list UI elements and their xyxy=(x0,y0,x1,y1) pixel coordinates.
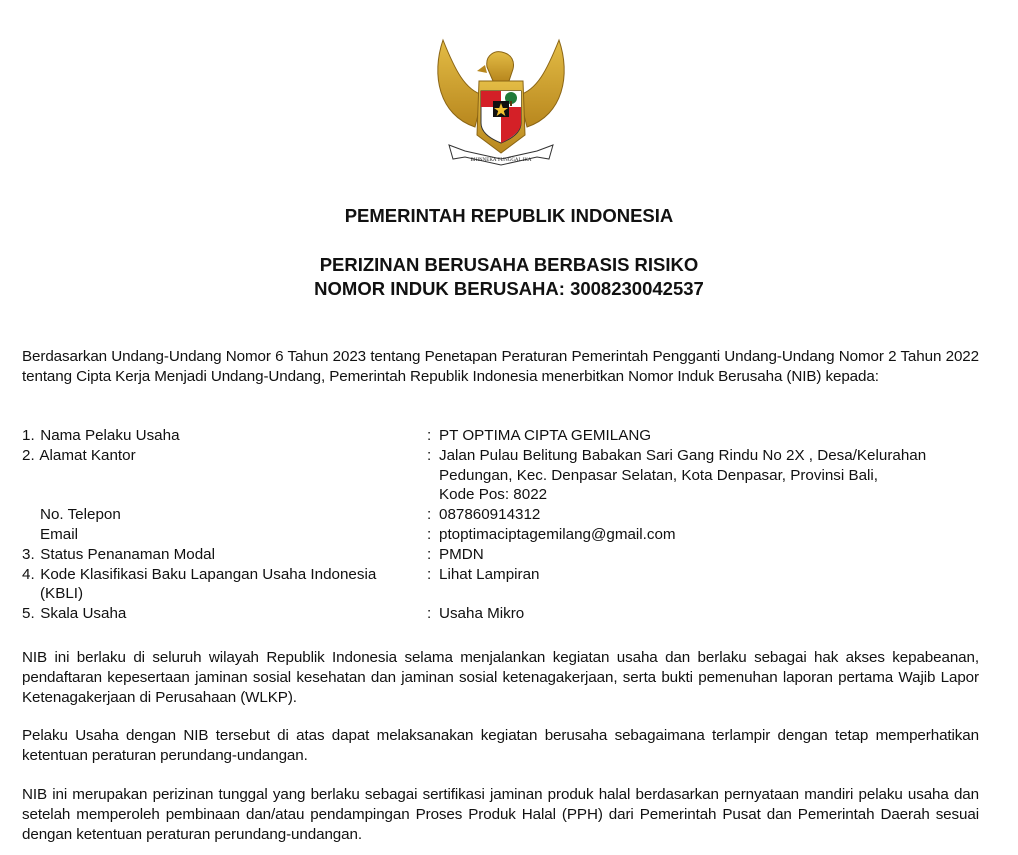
colon: : xyxy=(427,525,432,543)
field-label: Skala Usaha xyxy=(40,605,127,623)
document-title: PERIZINAN BERUSAHA BERBASIS RISIKO xyxy=(319,254,699,275)
field-value-kbli: Lihat Lampiran xyxy=(439,565,540,583)
field-row-nama xyxy=(22,426,982,446)
halal-paragraph: NIB ini merupakan perizinan tunggal yang berlaku sebagai sertifikasi jaminan produk halal berdasarkan pernyataan mandiri pelaku usaha dan setelah memperoleh pembinaan dan/atau pendampingan Proses Produk Halal (PPH) dari Pemerintah Pusat dan Pemerintah Daerah sesuai dengan ketentuan peraturan perundang-undangan. xyxy=(22,786,979,843)
nib-number: NOMOR INDUK BERUSAHA: 3008230042537 xyxy=(314,278,704,299)
garuda-emblem-icon xyxy=(435,35,567,170)
field-row-alamat xyxy=(22,446,982,505)
field-label-cont: (KBLI) xyxy=(40,585,84,603)
field-label: Status Penanaman Modal xyxy=(40,545,216,563)
field-number: 5. xyxy=(22,605,35,623)
field-number: 2. xyxy=(22,446,35,464)
colon: : xyxy=(427,605,432,623)
colon: : xyxy=(427,446,432,464)
field-value-email: ptoptimaciptagemilang@gmail.com xyxy=(439,525,676,543)
field-value-skala: Usaha Mikro xyxy=(439,605,525,623)
address-line-3: Kode Pos: 8022 xyxy=(439,486,548,504)
field-row-kbli xyxy=(22,565,982,605)
colon: : xyxy=(427,565,432,583)
field-label: Kode Klasifikasi Baku Lapangan Usaha Indonesia xyxy=(40,565,377,583)
business-details xyxy=(22,426,982,624)
field-number: 1. xyxy=(22,427,35,444)
field-label: Nama Pelaku Usaha xyxy=(40,427,180,444)
activity-paragraph: Pelaku Usaha dengan NIB tersebut di atas dapat melaksanakan kegiatan berusaha sebagaimana terlampir dengan tetap memperhatikan ketentuan peraturan perundang-undangan. xyxy=(22,727,979,764)
address-line-1: Jalan Pulau Belitung Babakan Sari Gang Rindu No 2X , Desa/Kelurahan xyxy=(439,446,927,464)
colon: : xyxy=(427,506,432,524)
colon: : xyxy=(427,427,432,444)
address-line-2: Pedungan, Kec. Denpasar Selatan, Kota Denpasar, Provinsi Bali, xyxy=(439,466,879,484)
field-label: Email xyxy=(40,525,78,543)
colon: : xyxy=(427,545,432,563)
emblem-motto: BHINNEKA TUNGGAL IKA xyxy=(470,158,532,163)
government-heading: PEMERINTAH REPUBLIK INDONESIA xyxy=(344,205,674,226)
field-row-telepon xyxy=(22,505,982,525)
validity-paragraph: NIB ini berlaku di seluruh wilayah Republik Indonesia selama menjalankan kegiatan usaha dan berlaku sebagai hak akses kepabeanan, pendaftaran kepesertaan jaminan sosial kesehatan dan jaminan sosial ketenagakerjaan, serta bukti pemenuhan laporan pertama Wajib Lapor Ketenagakerjaan di Perusahaan (WLKP). xyxy=(22,649,979,706)
field-label: Alamat Kantor xyxy=(39,446,136,464)
field-label: No. Telepon xyxy=(40,506,121,524)
intro-paragraph: Berdasarkan Undang-Undang Nomor 6 Tahun 2023 tentang Penetapan Peraturan Pemerintah Pengganti Undang-Undang Nomor 2 Tahun 2022 tentang Cipta Kerja Menjadi Undang-Undang, Pemerintah Republik Indonesia menerbitkan Nomor Induk Berusaha (NIB) kepada: xyxy=(22,348,979,385)
field-value-status: PMDN xyxy=(439,545,484,563)
field-row-email xyxy=(22,525,982,545)
field-value-telepon: 087860914312 xyxy=(439,506,541,524)
field-row-status xyxy=(22,545,982,565)
field-number: 3. xyxy=(22,545,35,563)
field-row-skala xyxy=(22,604,982,624)
field-value-nama: PT OPTIMA CIPTA GEMILANG xyxy=(439,427,652,444)
field-number: 4. xyxy=(22,565,35,583)
